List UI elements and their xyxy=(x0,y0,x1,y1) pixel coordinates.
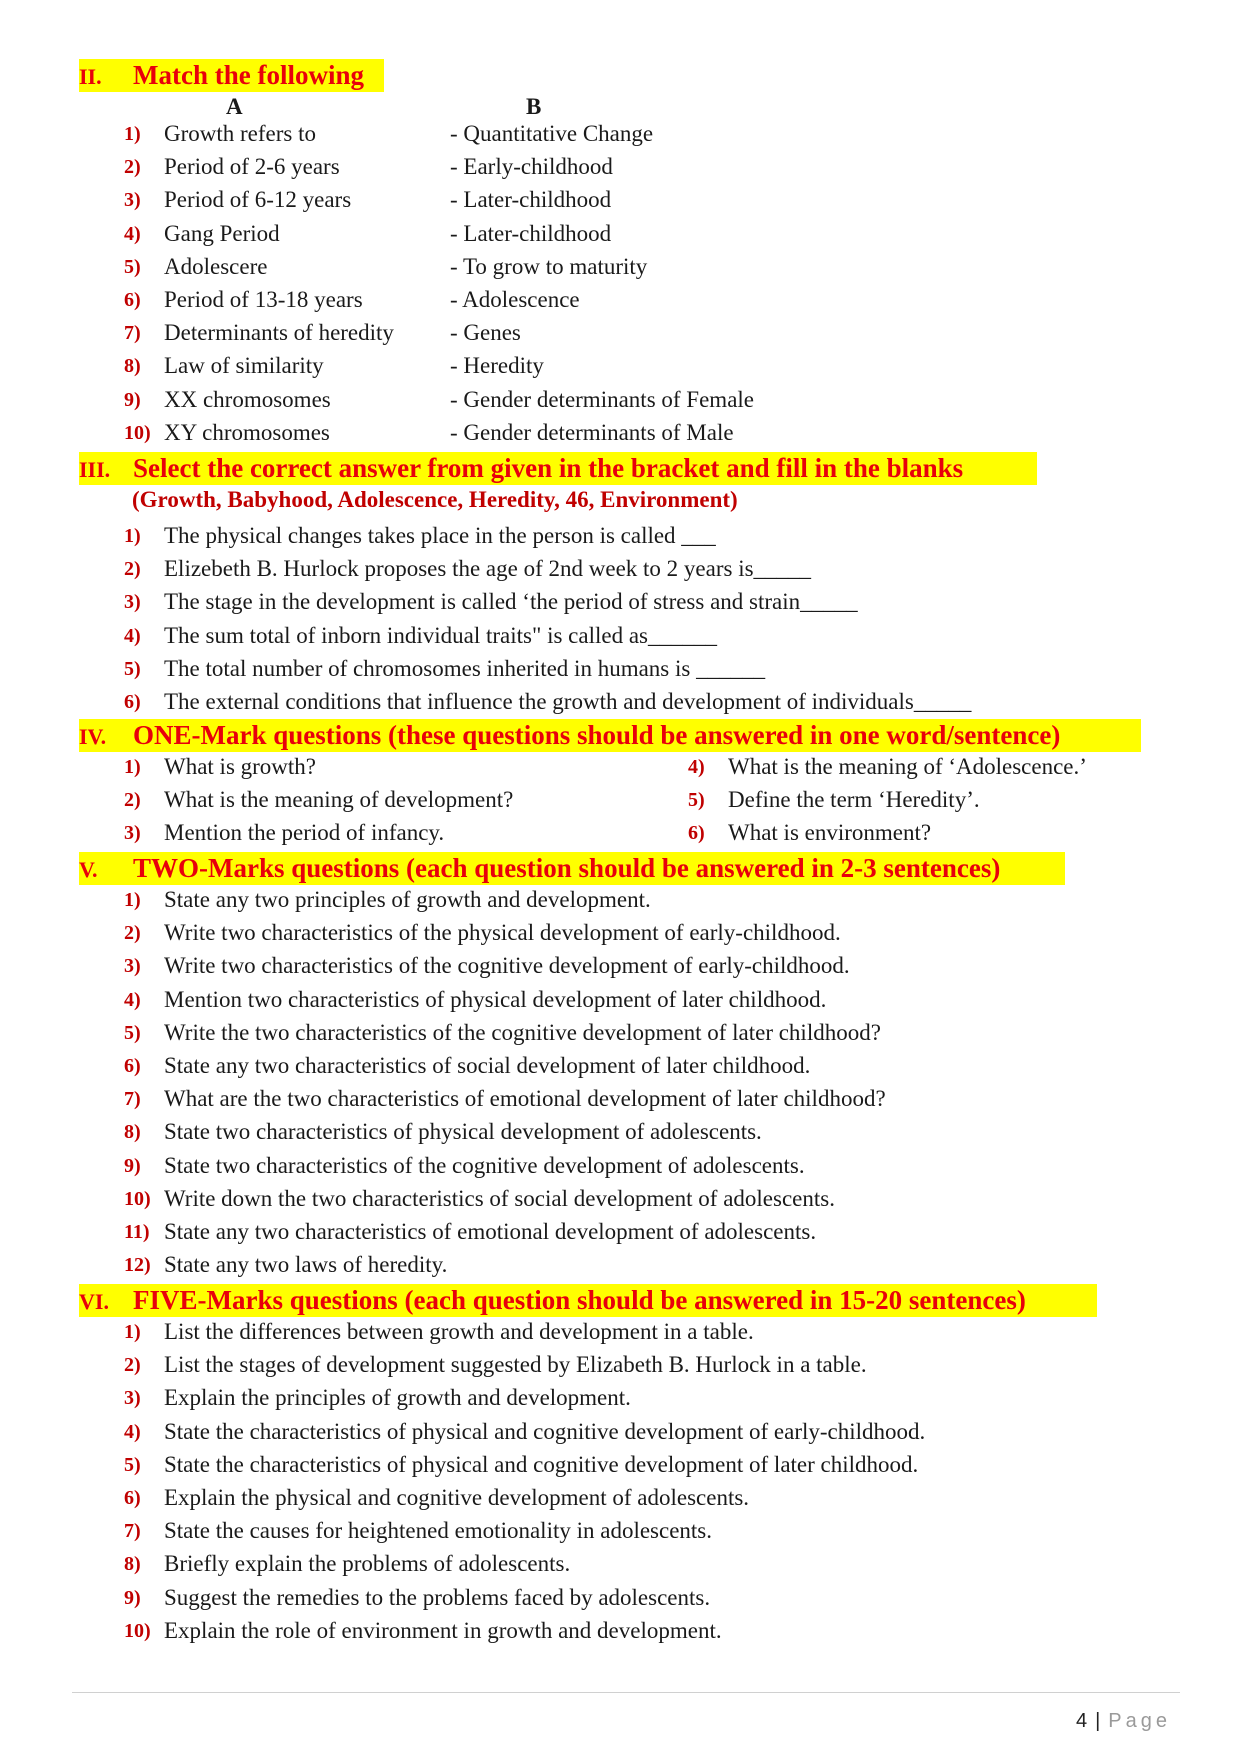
item-text: Determinants of heredity xyxy=(164,320,394,346)
item-text: State the causes for heightened emotionality in adolescents. xyxy=(164,1518,713,1544)
match-answer: - Gender determinants of Male xyxy=(450,419,734,445)
item-text: State any two characteristics of social development of later childhood. xyxy=(164,1053,811,1078)
item-text: State the characteristics of physical and cognitive development of early-childhood. xyxy=(164,1418,926,1444)
item-number: 3) xyxy=(124,189,141,212)
section-v-heading xyxy=(79,852,1065,885)
item-text: Explain the principles of growth and development. xyxy=(164,1385,631,1411)
item-text: Write down the two characteristics of social development of adolescents. xyxy=(164,1185,835,1211)
section-numeral: III. xyxy=(79,457,111,482)
item-number: 3) xyxy=(124,591,141,614)
item-number: 9) xyxy=(124,1154,141,1177)
item-number: 6) xyxy=(124,691,141,713)
item-number: 2) xyxy=(124,789,141,812)
item-number: 1) xyxy=(124,756,141,778)
item-number: 7) xyxy=(124,1088,141,1111)
page-footer xyxy=(1076,1710,1171,1733)
item-text: State two characteristics of physical development of adolescents. xyxy=(164,1119,762,1145)
section-ii-heading xyxy=(79,59,384,92)
item-text: The sum total of inborn individual traits" is called as______ xyxy=(164,622,717,648)
item-text: Period of 6-12 years xyxy=(164,187,352,213)
item-number: 11) xyxy=(124,1221,150,1243)
item-number: 12) xyxy=(124,1254,151,1277)
item-text: The stage in the development is called ‘the period of stress and strain_____ xyxy=(164,589,858,615)
item-text: The external conditions that influence the growth and development of individuals_____ xyxy=(164,689,972,714)
item-number: 7) xyxy=(124,1520,141,1543)
item-number: 2) xyxy=(124,922,141,945)
item-text: What is the meaning of development? xyxy=(164,787,514,813)
section-title: TWO-Marks questions (each question should be answered in 2-3 sentences) xyxy=(133,853,1001,883)
match-answer: - Quantitative Change xyxy=(450,121,654,146)
item-number: 5) xyxy=(124,1453,141,1476)
item-number: 4) xyxy=(124,1420,141,1443)
item-number: 10) xyxy=(124,1187,151,1210)
item-text: Growth refers to xyxy=(164,121,317,146)
item-text: The total number of chromosomes inherited in humans is ______ xyxy=(164,655,766,681)
section-numeral: II. xyxy=(79,64,102,89)
item-number: 6) xyxy=(124,1055,141,1077)
item-number: 3) xyxy=(124,1387,141,1410)
answer-options: (Growth, Babyhood, Adolescence, Heredity, 46, Environment) xyxy=(132,487,738,512)
item-text: Suggest the remedies to the problems faced by adolescents. xyxy=(164,1584,711,1610)
item-number: 7) xyxy=(124,322,141,345)
item-text: Mention the period of infancy. xyxy=(164,820,445,846)
item-number: 5) xyxy=(124,657,141,680)
item-number: 2) xyxy=(124,1354,141,1377)
item-text: Period of 2-6 years xyxy=(164,154,340,180)
item-number: 3) xyxy=(124,955,141,978)
section-title: Select the correct answer from given in the bracket and fill in the blanks xyxy=(133,453,964,483)
item-text: Write two characteristics of the physical development of early-childhood. xyxy=(164,920,841,946)
item-number: 3) xyxy=(124,822,141,845)
item-text: Write the two characteristics of the cognitive development of later childhood? xyxy=(164,1019,881,1045)
item-text: Period of 13-18 years xyxy=(164,287,363,312)
column-b-header: B xyxy=(526,94,542,119)
page-label: Page xyxy=(1108,1710,1171,1732)
item-number: 1) xyxy=(124,889,141,911)
match-answer: - Later-childhood xyxy=(450,187,612,213)
item-number: 5) xyxy=(688,789,705,812)
item-text: State any two characteristics of emotional development of adolescents. xyxy=(164,1219,817,1244)
item-number: 1) xyxy=(124,1321,141,1343)
section-title: ONE-Mark questions (these questions should be answered in one word/sentence) xyxy=(133,720,1061,750)
item-text: Write two characteristics of the cognitive development of early-childhood. xyxy=(164,953,850,979)
item-number: 6) xyxy=(124,1487,141,1509)
item-text: State two characteristics of the cognitive development of adolescents. xyxy=(164,1152,805,1178)
item-text: XY chromosomes xyxy=(164,419,330,445)
match-answer: - Adolescence xyxy=(450,287,580,312)
item-number: 10) xyxy=(124,1619,151,1642)
match-answer: - To grow to maturity xyxy=(450,253,648,279)
item-text: What is growth? xyxy=(164,754,317,779)
item-text: State any two laws of heredity. xyxy=(164,1252,448,1278)
item-text: State the characteristics of physical and cognitive development of later childhood. xyxy=(164,1451,919,1477)
match-answer: - Later-childhood xyxy=(450,220,612,246)
section-title: Match the following xyxy=(133,60,364,90)
item-text: List the stages of development suggested by Elizabeth B. Hurlock in a table. xyxy=(164,1352,867,1378)
item-number: 5) xyxy=(124,255,141,278)
section-numeral: IV. xyxy=(79,724,107,749)
item-number: 4) xyxy=(124,222,141,245)
item-text: Explain the physical and cognitive development of adolescents. xyxy=(164,1485,750,1510)
item-number: 9) xyxy=(124,388,141,411)
item-number: 8) xyxy=(124,1121,141,1144)
item-text: Adolescere xyxy=(164,253,268,279)
page-number: 4 xyxy=(1075,1710,1088,1732)
item-number: 2) xyxy=(124,558,141,581)
item-text: Briefly explain the problems of adolescents. xyxy=(164,1551,571,1577)
item-text: List the differences between growth and development in a table. xyxy=(164,1319,754,1344)
item-text: What is the meaning of ‘Adolescence.’ xyxy=(728,754,1087,779)
item-number: 8) xyxy=(124,1553,141,1576)
item-text: Gang Period xyxy=(164,220,280,246)
item-text: What is environment? xyxy=(728,820,932,846)
match-answer: - Gender determinants of Female xyxy=(450,386,754,412)
item-text: Explain the role of environment in growth and development. xyxy=(164,1617,722,1643)
section-iv-heading xyxy=(79,719,1141,752)
item-number: 4) xyxy=(688,756,705,778)
match-answer: - Early-childhood xyxy=(450,154,613,180)
item-text: State any two principles of growth and development. xyxy=(164,887,651,912)
item-text: Elizebeth B. Hurlock proposes the age of 2nd week to 2 years is_____ xyxy=(164,556,812,582)
item-text: What are the two characteristics of emotional development of later childhood? xyxy=(164,1086,886,1112)
match-answer: - Heredity xyxy=(450,353,544,379)
section-iii-heading xyxy=(79,452,1037,485)
section-numeral: V. xyxy=(79,857,98,882)
section-numeral: VI. xyxy=(79,1289,109,1314)
item-text: Law of similarity xyxy=(164,353,324,379)
item-number: 4) xyxy=(124,988,141,1011)
item-number: 2) xyxy=(124,156,141,179)
item-number: 1) xyxy=(124,123,141,145)
item-number: 9) xyxy=(124,1586,141,1609)
item-text: XX chromosomes xyxy=(164,386,331,412)
section-vi-heading xyxy=(79,1284,1097,1317)
item-number: 6) xyxy=(688,822,705,845)
item-text: Define the term ‘Heredity’. xyxy=(728,787,980,813)
footer-divider xyxy=(72,1692,1180,1693)
item-text: Mention two characteristics of physical development of later childhood. xyxy=(164,986,827,1012)
item-number: 5) xyxy=(124,1021,141,1044)
item-number: 4) xyxy=(124,624,141,647)
item-number: 10) xyxy=(124,421,151,444)
item-number: 1) xyxy=(124,525,141,547)
section-title: FIVE-Marks questions (each question should be answered in 15-20 sentences) xyxy=(133,1285,1026,1315)
item-text: The physical changes takes place in the person is called ___ xyxy=(164,523,716,548)
column-a-header: A xyxy=(226,94,243,119)
match-answer: - Genes xyxy=(450,320,521,346)
item-number: 6) xyxy=(124,289,141,311)
footer-separator: | xyxy=(1095,1710,1101,1732)
item-number: 8) xyxy=(124,355,141,378)
